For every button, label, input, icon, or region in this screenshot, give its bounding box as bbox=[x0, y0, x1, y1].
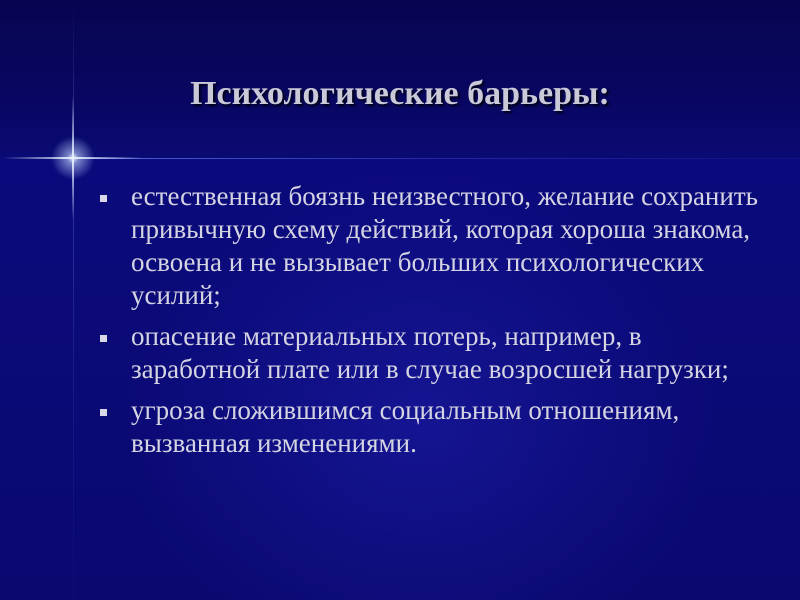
bullet-item bbox=[100, 320, 760, 386]
square-bullet-icon bbox=[100, 409, 107, 416]
title-divider-line bbox=[60, 158, 800, 159]
bullet-text: угроза сложившимся социальным отношениям, вызванная изменениями. bbox=[131, 395, 680, 458]
bullet-item bbox=[100, 180, 760, 312]
slide-title: Психологические барьеры: bbox=[190, 75, 610, 112]
bullet-item bbox=[100, 394, 760, 460]
bullet-list bbox=[100, 180, 760, 468]
square-bullet-icon bbox=[100, 335, 107, 342]
bullet-text: естественная боязнь неизвестного, желание сохранить привычную схему действий, которая хороша знакома, освоена и не вызывает больших психологических усилий; bbox=[131, 181, 758, 310]
sparkle-vertical-ray bbox=[72, 96, 74, 220]
bullet-text: опасение материальных потерь, например, в заработной плате или в случае возросшей нагрузки; bbox=[131, 321, 729, 384]
square-bullet-icon bbox=[100, 195, 107, 202]
